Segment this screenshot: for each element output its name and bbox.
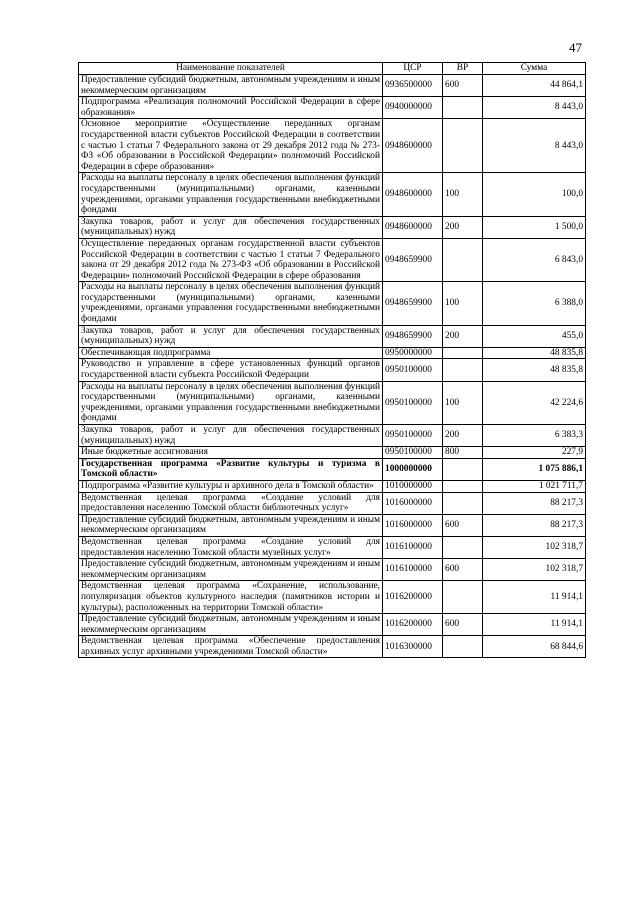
row-sum: 42 224,6 bbox=[483, 381, 586, 424]
row-vr bbox=[443, 636, 483, 658]
table-row bbox=[79, 514, 586, 536]
table-header bbox=[79, 63, 586, 75]
row-vr bbox=[443, 480, 483, 492]
row-sum: 8 443,0 bbox=[483, 119, 586, 173]
table-row bbox=[79, 173, 586, 216]
row-name: Предоставление субсидий бюджетным, автономным учреждениям и иным некоммерческим организациям bbox=[79, 514, 383, 536]
row-csr: 0948659900 bbox=[383, 238, 443, 281]
row-name: Руководство и управление в сфере установленных функций органов государственной власти субъекта Российской Федерации bbox=[79, 359, 383, 381]
row-sum: 455,0 bbox=[483, 325, 586, 347]
row-csr: 1010000000 bbox=[383, 480, 443, 492]
row-name: Предоставление субсидий бюджетным, автономным учреждениям и иным некоммерческим организациям bbox=[79, 75, 383, 97]
row-name: Подпрограмма «Реализация полномочий Российской Федерации в сфере образования» bbox=[79, 97, 383, 119]
row-vr: 100 bbox=[443, 282, 483, 325]
row-csr: 1016100000 bbox=[383, 536, 443, 558]
row-vr: 800 bbox=[443, 447, 483, 459]
row-name: Ведомственная целевая программа «Обеспечение предоставления архивных услуг архивными учреждениями Томской области» bbox=[79, 636, 383, 658]
row-sum: 68 844,6 bbox=[483, 636, 586, 658]
table-row bbox=[79, 492, 586, 514]
header-csr: ЦСР bbox=[383, 63, 443, 75]
row-name: Ведомственная целевая программа «Создание условий для предоставления населению Томской области музейных услуг» bbox=[79, 536, 383, 558]
header-name: Наименование показателей bbox=[79, 63, 383, 75]
row-sum: 44 864,1 bbox=[483, 75, 586, 97]
row-vr bbox=[443, 97, 483, 119]
row-sum: 88 217,3 bbox=[483, 492, 586, 514]
row-name: Подпрограмма «Развитие культуры и архивного дела в Томской области» bbox=[79, 480, 383, 492]
table-row bbox=[79, 480, 586, 492]
row-vr: 600 bbox=[443, 559, 483, 581]
row-vr bbox=[443, 458, 483, 480]
row-sum: 1 075 886,1 bbox=[483, 458, 586, 480]
row-csr: 0950100000 bbox=[383, 425, 443, 447]
table-row bbox=[79, 636, 586, 658]
row-sum: 6 383,3 bbox=[483, 425, 586, 447]
table-row bbox=[79, 347, 586, 359]
table-row bbox=[79, 119, 586, 173]
row-csr: 0950100000 bbox=[383, 359, 443, 381]
row-sum: 48 835,8 bbox=[483, 347, 586, 359]
row-name: Закупка товаров, работ и услуг для обеспечения государственных (муниципальных) нужд bbox=[79, 425, 383, 447]
table-row bbox=[79, 447, 586, 459]
row-sum: 11 914,1 bbox=[483, 614, 586, 636]
row-sum: 227,9 bbox=[483, 447, 586, 459]
row-csr: 0936500000 bbox=[383, 75, 443, 97]
table-row bbox=[79, 325, 586, 347]
row-csr: 0950100000 bbox=[383, 381, 443, 424]
row-sum: 6 388,0 bbox=[483, 282, 586, 325]
row-name: Осуществление переданных органам государственной власти субъектов Российской Федерации в соответствии с частью 1 статьи 7 Федерального закона от 29 декабря 2012 года № 273-ФЗ «Об образовании в Российской Федерации» полномочий Российской Федерации в сфере образования bbox=[79, 238, 383, 281]
row-csr: 1016300000 bbox=[383, 636, 443, 658]
table-row bbox=[79, 216, 586, 238]
row-name: Закупка товаров, работ и услуг для обеспечения государственных (муниципальных) нужд bbox=[79, 325, 383, 347]
row-csr: 1016000000 bbox=[383, 492, 443, 514]
row-sum: 102 318,7 bbox=[483, 536, 586, 558]
row-name: Основное мероприятие «Осуществление переданных органам государственной власти субъектов Российской Федерации в соответствии с частью 1 статьи 7 Федерального закона от 29 декабря 2012 года № 273-ФЗ «Об образовании в Российской Федерации» полномочий Российской Федерации в сфере образования» bbox=[79, 119, 383, 173]
header-row bbox=[79, 63, 586, 75]
table-row bbox=[79, 97, 586, 119]
row-csr: 0950100000 bbox=[383, 447, 443, 459]
row-csr: 1016000000 bbox=[383, 514, 443, 536]
row-vr bbox=[443, 581, 483, 614]
row-sum: 8 443,0 bbox=[483, 97, 586, 119]
row-sum: 1 021 711,7 bbox=[483, 480, 586, 492]
row-csr: 0948600000 bbox=[383, 173, 443, 216]
table-row bbox=[79, 536, 586, 558]
row-name: Ведомственная целевая программа «Создание условий для предоставления населению Томской области библиотечных услуг» bbox=[79, 492, 383, 514]
row-name: Ведомственная целевая программа «Сохранение, использование, популяризация объектов культурного наследия (памятников истории и культуры), расположенных на территории Томской области» bbox=[79, 581, 383, 614]
table-row bbox=[79, 581, 586, 614]
row-csr: 1016200000 bbox=[383, 581, 443, 614]
header-vr: ВР bbox=[443, 63, 483, 75]
table-row bbox=[79, 381, 586, 424]
row-csr: 0948659900 bbox=[383, 325, 443, 347]
row-name: Расходы на выплаты персоналу в целях обеспечения выполнения функций государственными (муниципальными) органами, казенными учреждениями, органами управления государственными внебюджетными фондами bbox=[79, 173, 383, 216]
row-name: Государственная программа «Развитие культуры и туризма в Томской области» bbox=[79, 458, 383, 480]
row-csr: 0950000000 bbox=[383, 347, 443, 359]
table-row bbox=[79, 238, 586, 281]
row-name: Расходы на выплаты персоналу в целях обеспечения выполнения функций государственными (муниципальными) органами, казенными учреждениями, органами управления государственными внебюджетными фондами bbox=[79, 381, 383, 424]
row-csr: 0948600000 bbox=[383, 119, 443, 173]
row-vr: 100 bbox=[443, 173, 483, 216]
row-name: Иные бюджетные ассигнования bbox=[79, 447, 383, 459]
row-vr: 600 bbox=[443, 614, 483, 636]
row-sum: 1 500,0 bbox=[483, 216, 586, 238]
row-sum: 48 835,8 bbox=[483, 359, 586, 381]
table-row bbox=[79, 425, 586, 447]
row-vr: 600 bbox=[443, 514, 483, 536]
row-csr: 1000000000 bbox=[383, 458, 443, 480]
row-csr: 0948659900 bbox=[383, 282, 443, 325]
budget-table bbox=[78, 62, 586, 658]
page-number: 47 bbox=[569, 40, 582, 55]
header-sum: Сумма bbox=[483, 63, 586, 75]
row-vr bbox=[443, 536, 483, 558]
row-vr bbox=[443, 119, 483, 173]
row-vr bbox=[443, 347, 483, 359]
table-row bbox=[79, 359, 586, 381]
table-row bbox=[79, 614, 586, 636]
row-sum: 6 843,0 bbox=[483, 238, 586, 281]
row-vr bbox=[443, 359, 483, 381]
row-sum: 11 914,1 bbox=[483, 581, 586, 614]
table-row bbox=[79, 458, 586, 480]
row-sum: 100,0 bbox=[483, 173, 586, 216]
row-vr: 200 bbox=[443, 325, 483, 347]
table-row bbox=[79, 282, 586, 325]
row-csr: 1016200000 bbox=[383, 614, 443, 636]
row-csr: 0940000000 bbox=[383, 97, 443, 119]
row-csr: 1016100000 bbox=[383, 559, 443, 581]
row-vr bbox=[443, 492, 483, 514]
row-vr: 100 bbox=[443, 381, 483, 424]
row-name: Предоставление субсидий бюджетным, автономным учреждениям и иным некоммерческим организациям bbox=[79, 614, 383, 636]
row-vr: 200 bbox=[443, 425, 483, 447]
table-body bbox=[79, 75, 586, 658]
row-vr: 600 bbox=[443, 75, 483, 97]
row-name: Расходы на выплаты персоналу в целях обеспечения выполнения функций государственными (муниципальными) органами, казенными учреждениями, органами управления государственными внебюджетными фондами bbox=[79, 282, 383, 325]
table-row bbox=[79, 75, 586, 97]
row-name: Закупка товаров, работ и услуг для обеспечения государственных (муниципальных) нужд bbox=[79, 216, 383, 238]
row-name: Предоставление субсидий бюджетным, автономным учреждениям и иным некоммерческим организациям bbox=[79, 559, 383, 581]
row-sum: 102 318,7 bbox=[483, 559, 586, 581]
row-name: Обеспечивающая подпрограмма bbox=[79, 347, 383, 359]
table-row bbox=[79, 559, 586, 581]
row-csr: 0948600000 bbox=[383, 216, 443, 238]
row-vr: 200 bbox=[443, 216, 483, 238]
row-sum: 88 217,3 bbox=[483, 514, 586, 536]
row-vr bbox=[443, 238, 483, 281]
